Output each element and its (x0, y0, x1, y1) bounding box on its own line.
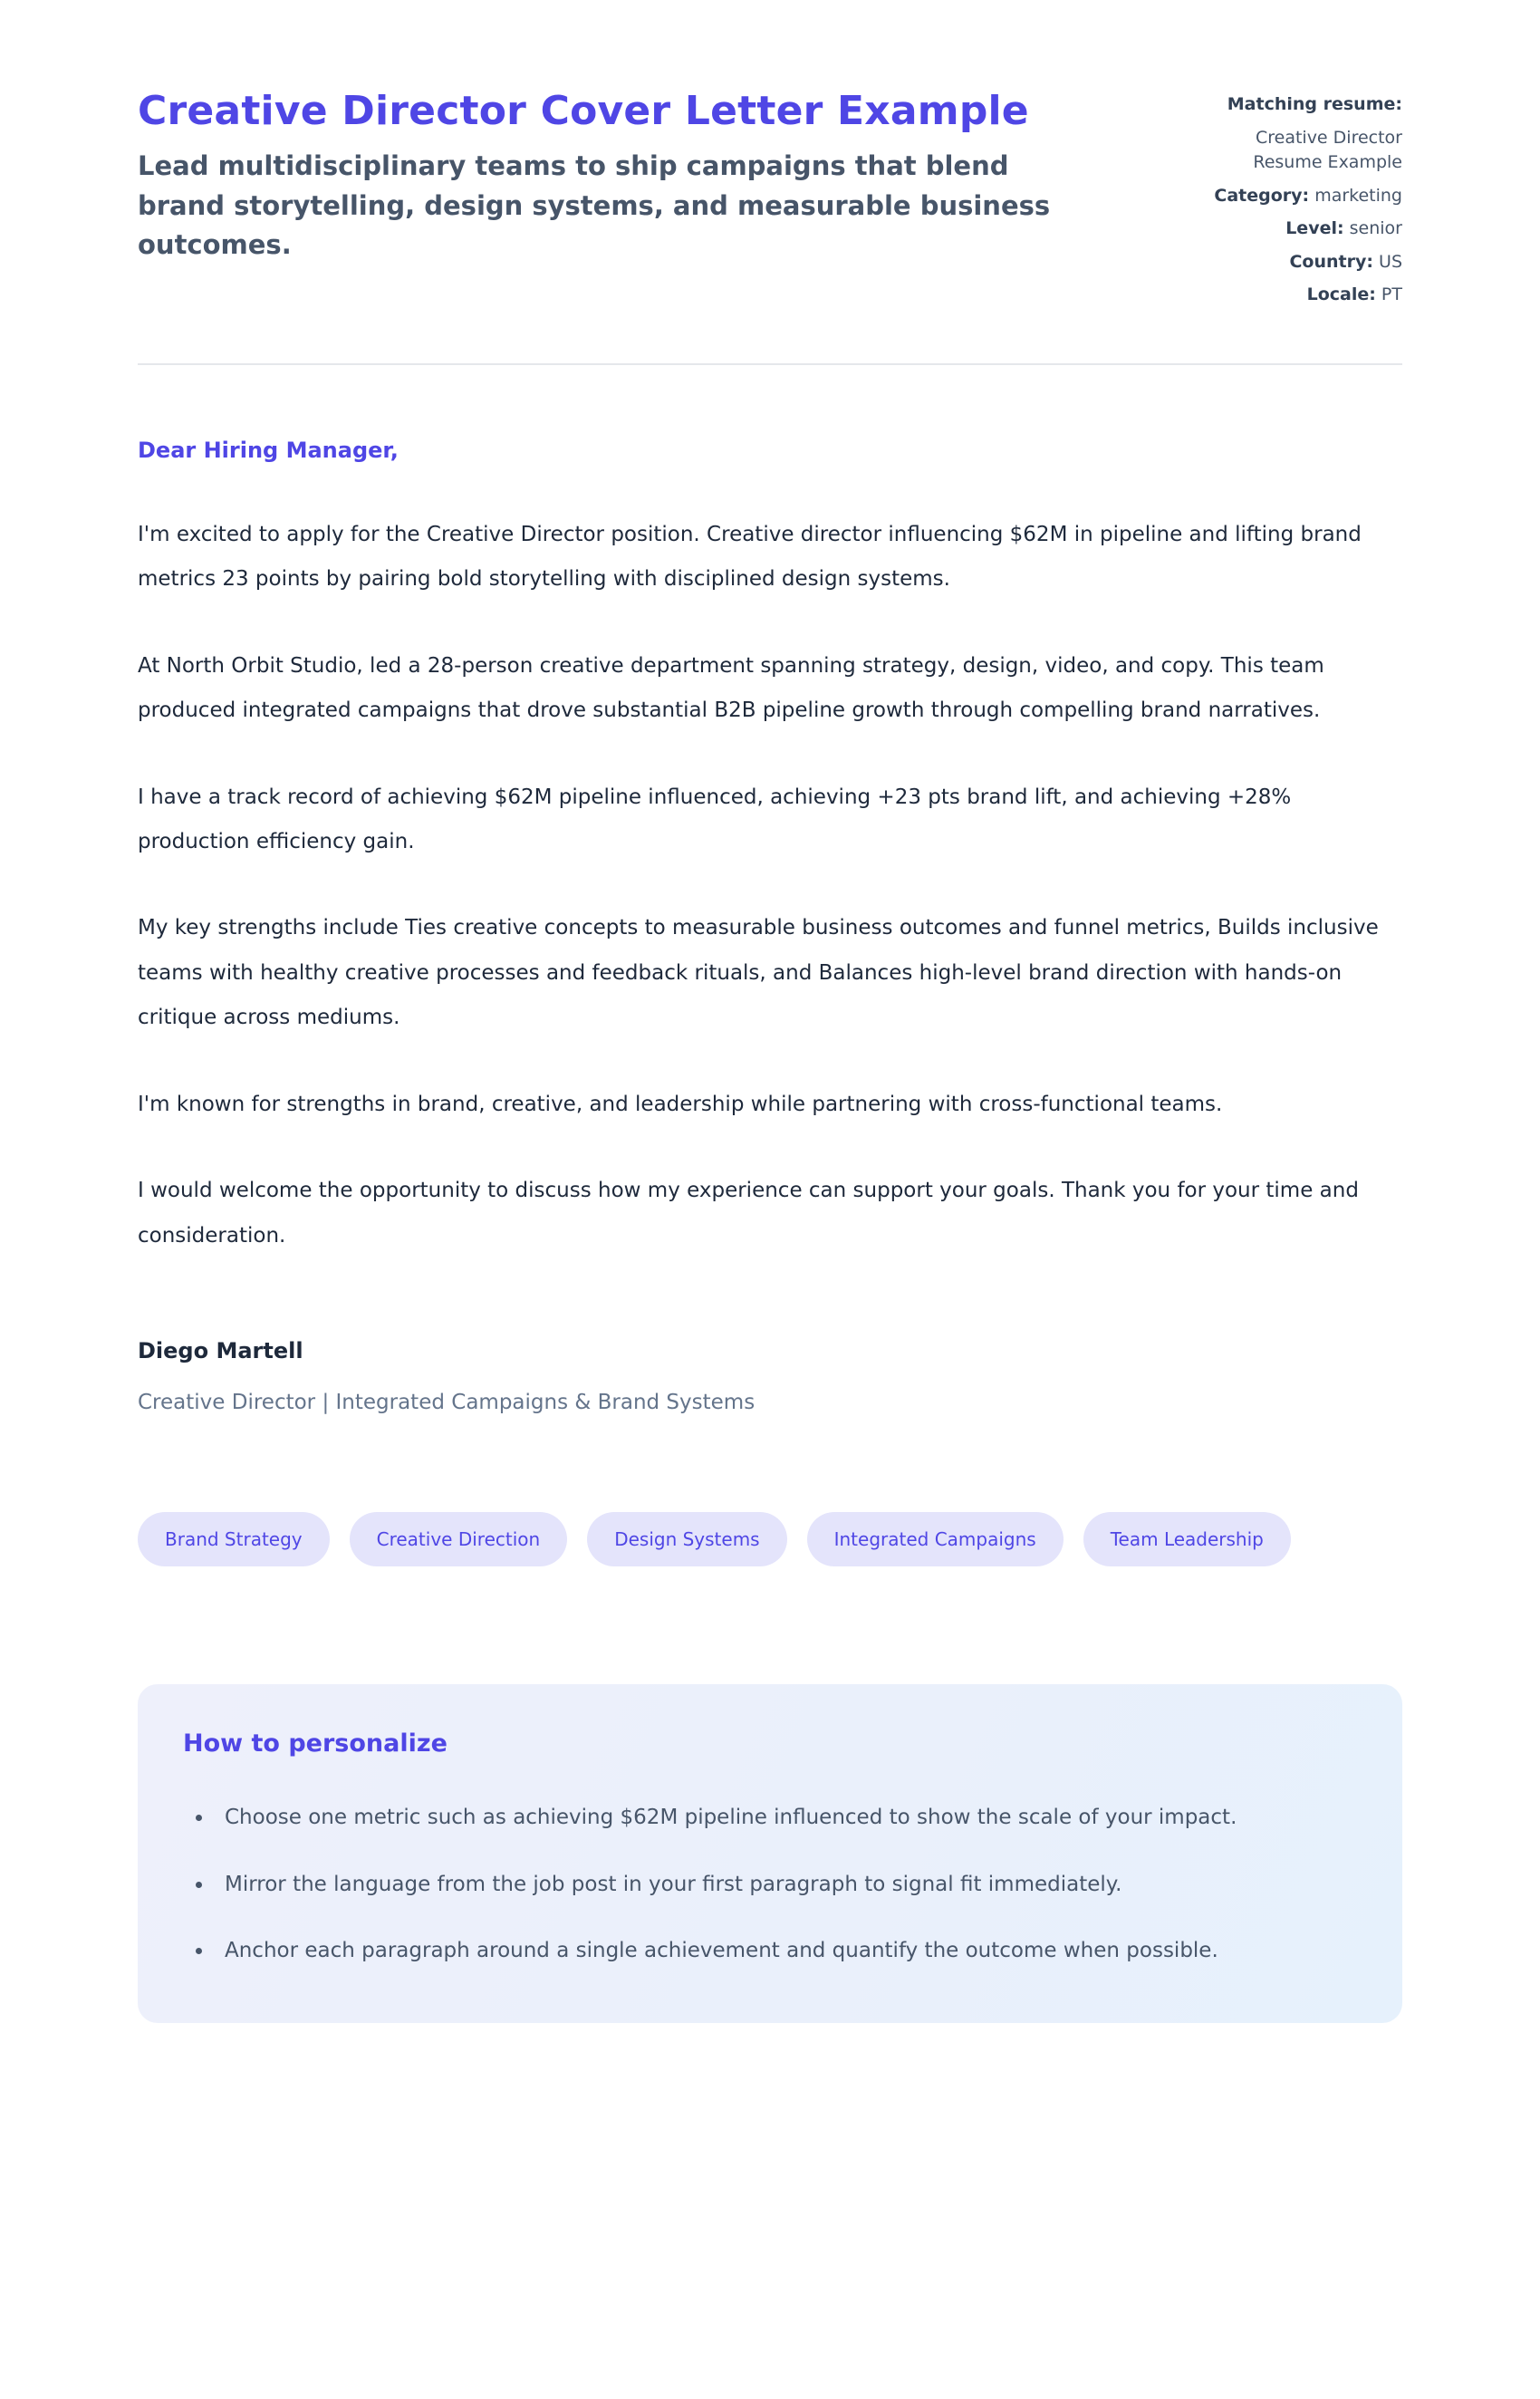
letter-paragraph: At North Orbit Studio, led a 28-person creative department spanning strategy, design, video, and copy. This team produced integrated campaigns that drove substantial B2B pipeline growth through compelling brand narratives. (138, 653, 1324, 723)
meta-level-value: senior (1349, 218, 1402, 239)
skill-tag: Design Systems (587, 1512, 786, 1566)
header-title-block (138, 82, 1071, 265)
letter-greeting: Dear Hiring Manager, (138, 437, 399, 463)
letter-paragraph: I'm known for strengths in brand, creative, and leadership while partnering with cross-functional teams. (138, 1092, 1223, 1116)
matching-resume-label: Matching resume: (1227, 94, 1402, 114)
signature-role: Creative Director | Integrated Campaigns & Brand Systems (138, 1391, 756, 1415)
meta-locale (1112, 283, 1402, 308)
meta-country-label: Country: (1289, 251, 1373, 272)
skill-tag: Brand Strategy (138, 1512, 330, 1566)
page-header (138, 82, 1402, 316)
meta-locale-label: Locale: (1306, 284, 1376, 305)
meta-level-label: Level: (1285, 218, 1344, 239)
meta-locale-value: PT (1381, 284, 1402, 305)
page-subtitle: Lead multidisciplinary teams to ship campaigns that blend brand storytelling, design systems, and measurable business outcomes. (138, 150, 1051, 260)
meta-category-value: marketing (1314, 185, 1402, 206)
skill-tag: Integrated Campaigns (807, 1512, 1064, 1566)
personalize-list (183, 1796, 1352, 1973)
personalize-bullet: • Choose one metric such as achieving $62M pipeline influenced to show the scale of your impact. (214, 1796, 1352, 1840)
personalize-callout (138, 1684, 1402, 2023)
meta-category-label: Category: (1214, 185, 1310, 206)
signature-name: Diego Martell (138, 1338, 303, 1364)
matching-resume-value: Creative Director Resume Example (1253, 127, 1402, 173)
header-divider (138, 363, 1402, 365)
page-title: Creative Director Cover Letter Example (138, 88, 1029, 134)
personalize-bullet: • Mirror the language from the job post in your first paragraph to signal fit immediately. (214, 1863, 1352, 1907)
meta-level (1112, 217, 1402, 242)
skill-tags (138, 1512, 1402, 1566)
skill-tag: Team Leadership (1083, 1512, 1291, 1566)
meta-country (1112, 250, 1402, 275)
letter-paragraph: My key strengths include Ties creative concepts to measurable business outcomes and funnel metrics, Builds inclusive teams with healthy creative processes and feedback rituals, and Balances high-level brand direction with hands-on critique across mediums. (138, 916, 1379, 1030)
letter-paragraph: I have a track record of achieving $62M pipeline influenced, achieving +23 pts brand lift, and achieving +28% production efficiency gain. (138, 785, 1292, 854)
personalize-bullet: • Anchor each paragraph around a single achievement and quantify the outcome when possible. (214, 1929, 1352, 1973)
personalize-heading: How to personalize (183, 1729, 448, 1758)
resume-meta-panel (1112, 82, 1402, 316)
letter-paragraph: I'm excited to apply for the Creative Director position. Creative director influencing $62M in pipeline and lifting brand metrics 23 points by pairing bold storytelling with disciplined design systems. (138, 522, 1362, 592)
letter-signature (138, 1338, 1402, 1414)
cover-letter-body (138, 438, 1402, 1414)
meta-category (1112, 184, 1402, 209)
meta-country-value: US (1379, 251, 1402, 272)
skill-tag: Creative Direction (350, 1512, 568, 1566)
letter-paragraph: I would welcome the opportunity to discuss how my experience can support your goals. Thank you for your time and consideration. (138, 1179, 1359, 1248)
